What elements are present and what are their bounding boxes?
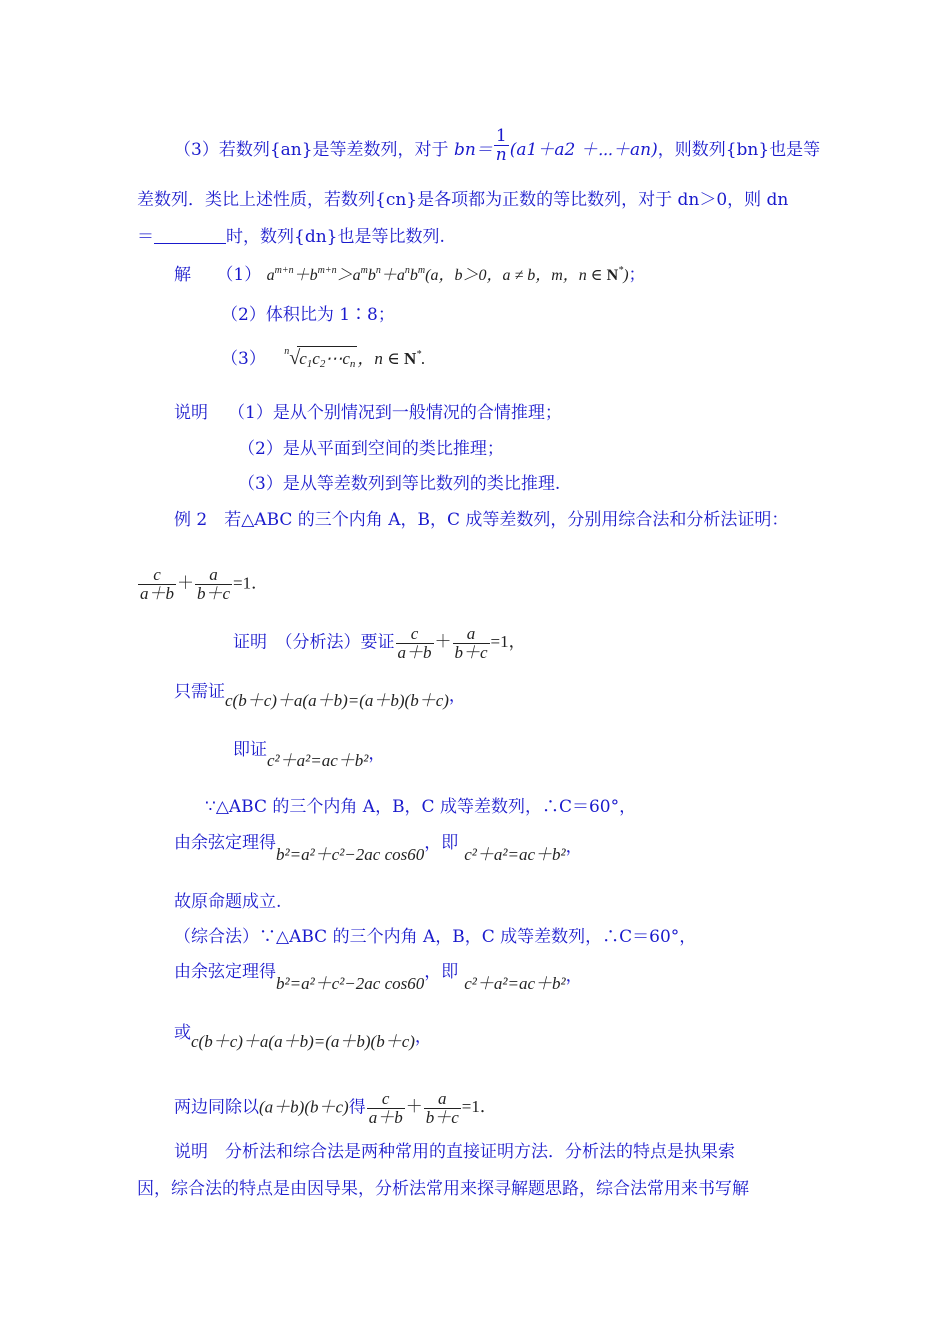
proof-ie: 即证c²＋a²=ac＋b²， [233,740,386,770]
problem3-line3: ＝ 时，数列{dn}也是等比数列. [137,227,445,247]
solution-label: 解 [174,265,191,285]
synthesis-divide: 两边同除以(a＋b)(b＋c)得 $\frac{c}{a+b}$ ＋ $\frac{a}{b+c}$ =1． [174,1089,497,1127]
proof-because: ∵△ABC 的三个内角 A，B，C 成等差数列，∴C＝60°， [205,797,637,817]
sum-expression: (a1＋a2 ＋⋯＋an) [509,140,658,160]
problem3-line2: 差数列．类比上述性质，若数列{cn}是各项都为正数的等比数列，对于 dn＞0，则 dn [137,190,789,210]
note1-item1: 说明 （1）是从个别情况到一般情况的合情推理； [174,403,562,423]
bn-label: bn＝ [453,140,493,160]
solution-item3: （3） n √ $c_1c_2\cdots c_n$ ，n ∈ N*. [221,346,426,370]
set-an: {an} [269,140,313,160]
synthesis-cosine: 由余弦定理得b²=a²＋c²−2ac cos60，即c²＋a²=ac＋b²， [174,962,583,993]
proof-cosine: 由余弦定理得b²=a²＋c²−2ac cos60，即c²＋a²=ac＋b²， [174,833,583,864]
inequality-formula: $a^{m+n}+b^{m+n}>a^mb^n+a^nb^m(a$，b＞0，a ≠ b，m，n ∈ N*) [266,265,629,284]
example2-equation: $\frac{c}{a+b}$ ＋ $\frac{a}{b+c}$ =1． [140,565,269,603]
answer-blank [154,227,226,244]
note1-item3: （3）是从等差数列到等比数列的类比推理. [238,474,561,494]
note2-line2: 因，综合法的特点是由因导果，分析法常用来探寻解题思路，综合法常用来书写解 [137,1179,749,1199]
solution-item1: 解 （1） $a^{m+n}+b^{m+n}>a^mb^n+a^nb^m(a$，b＞0，a ≠ b，m，n ∈ N*)； [174,265,646,285]
proof-conclusion: 故原命题成立. [174,892,282,912]
note-label: 说明 [174,403,208,423]
solution-item2: （2）体积比为 1∶8； [221,305,395,325]
proof-analysis: 证明 （分析法）要证 $\frac{c}{a+b}$ ＋ $\frac{a}{b+c}$ =1， [233,624,526,662]
note2-line1: 说明 分析法和综合法是两种常用的直接证明方法．分析法的特点是执果索 [174,1142,735,1162]
synthesis-because: （综合法）∵△ABC 的三个内角 A，B，C 成等差数列，∴C＝60°， [174,927,697,947]
proof-need: 只需证c(b＋c)＋a(a＋b)=(a＋b)(b＋c)， [174,682,466,710]
problem3-line1: （3）若数列{an}是等差数列，对于 bn＝ $\frac{1}{n}$ (a1＋a2 ＋⋯＋an)，则数列{bn}也是等 [174,126,821,165]
fraction-1-over-n: $\frac{1}{n}$ [495,126,507,165]
note1-item2: （2）是从平面到空间的类比推理； [238,439,504,459]
set-bn: {bn} [725,140,770,160]
nth-root: n √ $c_1c_2\cdots c_n$ [284,346,356,370]
example2-heading: 例 2 若△ABC 的三个内角 A，B，C 成等差数列，分别用综合法和分析法证明： [174,510,789,530]
synthesis-or: 或c(b＋c)＋a(a＋b)=(a＋b)(b＋c)， [174,1023,432,1051]
